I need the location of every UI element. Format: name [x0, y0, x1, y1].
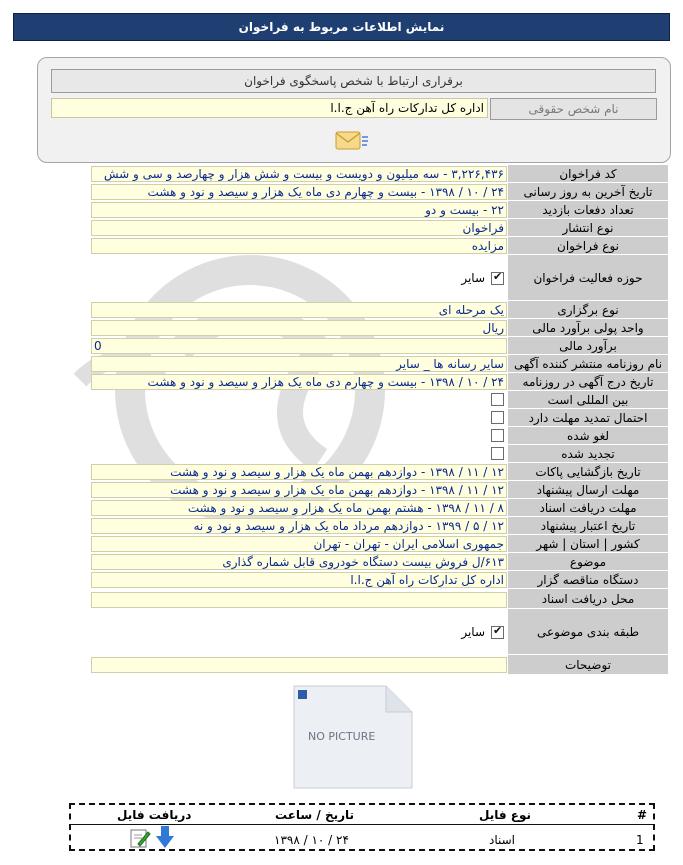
label-ad-date: تاریخ درج آگهی در روزنامه [508, 373, 668, 391]
value-opening-date: ۱۲ / ۱۱ / ۱۳۹۸ - دوازدهم بهمن ماه یک هزار و سیصد و نود و هشت [91, 464, 507, 480]
file-row-datetime: ۲۴ / ۱۰ / ۱۳۹۸ [274, 833, 349, 847]
label-docs-deadline: مهلت دریافت اسناد [508, 499, 668, 517]
checkbox-category[interactable] [491, 626, 504, 639]
files-header-download: دریافت فایل [117, 808, 192, 822]
label-estimate: برآورد مالی [508, 337, 668, 355]
contact-value: اداره کل تدارکات راه آهن ج.ا.ا [51, 98, 488, 118]
value-estimate: 0 [91, 338, 507, 354]
value-organizer: اداره کل تدارکات راه آهن ج.ا.ا [91, 572, 507, 588]
label-organizer: دستگاه مناقصه گزار [508, 571, 668, 589]
value-ad-date: ۲۴ / ۱۰ / ۱۳۹۸ - بیست و چهارم دی ماه یک هزار و سیصد و نود و هشت [91, 374, 507, 390]
label-currency: واحد پولی برآورد مالی [508, 319, 668, 337]
value-description [91, 657, 507, 673]
page-header [13, 13, 670, 41]
checkbox-renewed[interactable] [491, 447, 504, 460]
checkbox-extension[interactable] [491, 411, 504, 424]
files-header-type: نوع فایل [479, 808, 531, 822]
checkbox-international[interactable] [491, 393, 504, 406]
label-description: توضیحات [508, 655, 668, 675]
value-newspaper: سایر رسانه ها _ سایر [91, 356, 507, 372]
value-visits: ۲۲ - بیست و دو [91, 202, 507, 218]
label-renewed: تجدید شده [508, 445, 668, 463]
label-cancelled: لغو شده [508, 427, 668, 445]
files-header-index: # [637, 808, 648, 822]
label-opening-date: تاریخ بازگشایی پاکات [508, 463, 668, 481]
value-docs-place [91, 592, 507, 608]
value-subject: ۶۱۳/ل فروش بیست دستگاه خودروی قابل شماره گذاری [91, 554, 507, 570]
checkbox-cancelled[interactable] [491, 429, 504, 442]
label-last-update: تاریخ آخرین به روز رسانی [508, 183, 668, 201]
value-publish-type: فراخوان [91, 220, 507, 236]
label-hold-type: نوع برگزاری [508, 301, 668, 319]
label-code: کد فراخوان [508, 165, 668, 183]
value-code: ۳,۲۲۶,۴۳۶ - سه میلیون و دویست و بیست و شش هزار و چهارصد و سی و شش [91, 166, 507, 182]
label-docs-place: محل دریافت اسناد [508, 589, 668, 609]
value-validity: ۱۲ / ۵ / ۱۳۹۹ - دوازدهم مرداد ماه یک هزار و سیصد و نود و نه [91, 518, 507, 534]
files-table [69, 803, 655, 851]
value-last-update: ۲۴ / ۱۰ / ۱۳۹۸ - بیست و چهارم دی ماه یک هزار و سیصد و نود و هشت [91, 184, 507, 200]
contact-panel [37, 57, 671, 163]
download-arrow-icon[interactable] [155, 825, 175, 849]
label-international: بین المللی است [508, 391, 668, 409]
label-validity: تاریخ اعتبار پیشنهاد [508, 517, 668, 535]
label-visits: تعداد دفعات بازدید [508, 201, 668, 219]
value-hold-type: یک مرحله ای [91, 302, 507, 318]
value-currency: ریال [91, 320, 507, 336]
activity-area-option: سایر [461, 271, 485, 285]
label-activity-area: حوزه فعالیت فراخوان [508, 255, 668, 301]
page-title: نمایش اطلاعات مربوط به فراخوان [238, 20, 445, 34]
value-docs-deadline: ۸ / ۱۱ / ۱۳۹۸ - هشتم بهمن ماه یک هزار و سیصد و نود و هشت [91, 500, 507, 516]
checkbox-activity-area[interactable] [491, 272, 504, 285]
category-option: سایر [461, 625, 485, 639]
file-row-index: 1 [636, 833, 644, 847]
files-header-datetime: تاریخ / ساعت [275, 808, 355, 822]
no-picture-image [292, 684, 414, 790]
label-publish-type: نوع انتشار [508, 219, 668, 237]
value-call-type: مزایده [91, 238, 507, 254]
edit-icon[interactable] [129, 827, 151, 849]
label-call-type: نوع فراخوان [508, 237, 668, 255]
no-picture-text: NO PICTURE [308, 730, 376, 743]
envelope-icon[interactable] [334, 128, 370, 154]
label-category: طبقه بندی موضوعی [508, 609, 668, 655]
label-newspaper: نام روزنامه منتشر کننده آگهی [508, 355, 668, 373]
file-row-type: اسناد [489, 833, 516, 847]
contact-title: برقراری ارتباط با شخص پاسخگوی فراخوان [51, 69, 656, 93]
label-subject: موضوع [508, 553, 668, 571]
value-location: جمهوری اسلامی ایران - تهران - تهران [91, 536, 507, 552]
label-location: کشور | استان | شهر [508, 535, 668, 553]
value-submit-deadline: ۱۲ / ۱۱ / ۱۳۹۸ - دوازدهم بهمن ماه یک هزار و سیصد و نود و هشت [91, 482, 507, 498]
label-extension: احتمال تمدید مهلت دارد [508, 409, 668, 427]
contact-label: نام شخص حقوقی [490, 98, 657, 120]
label-submit-deadline: مهلت ارسال پیشنهاد [508, 481, 668, 499]
